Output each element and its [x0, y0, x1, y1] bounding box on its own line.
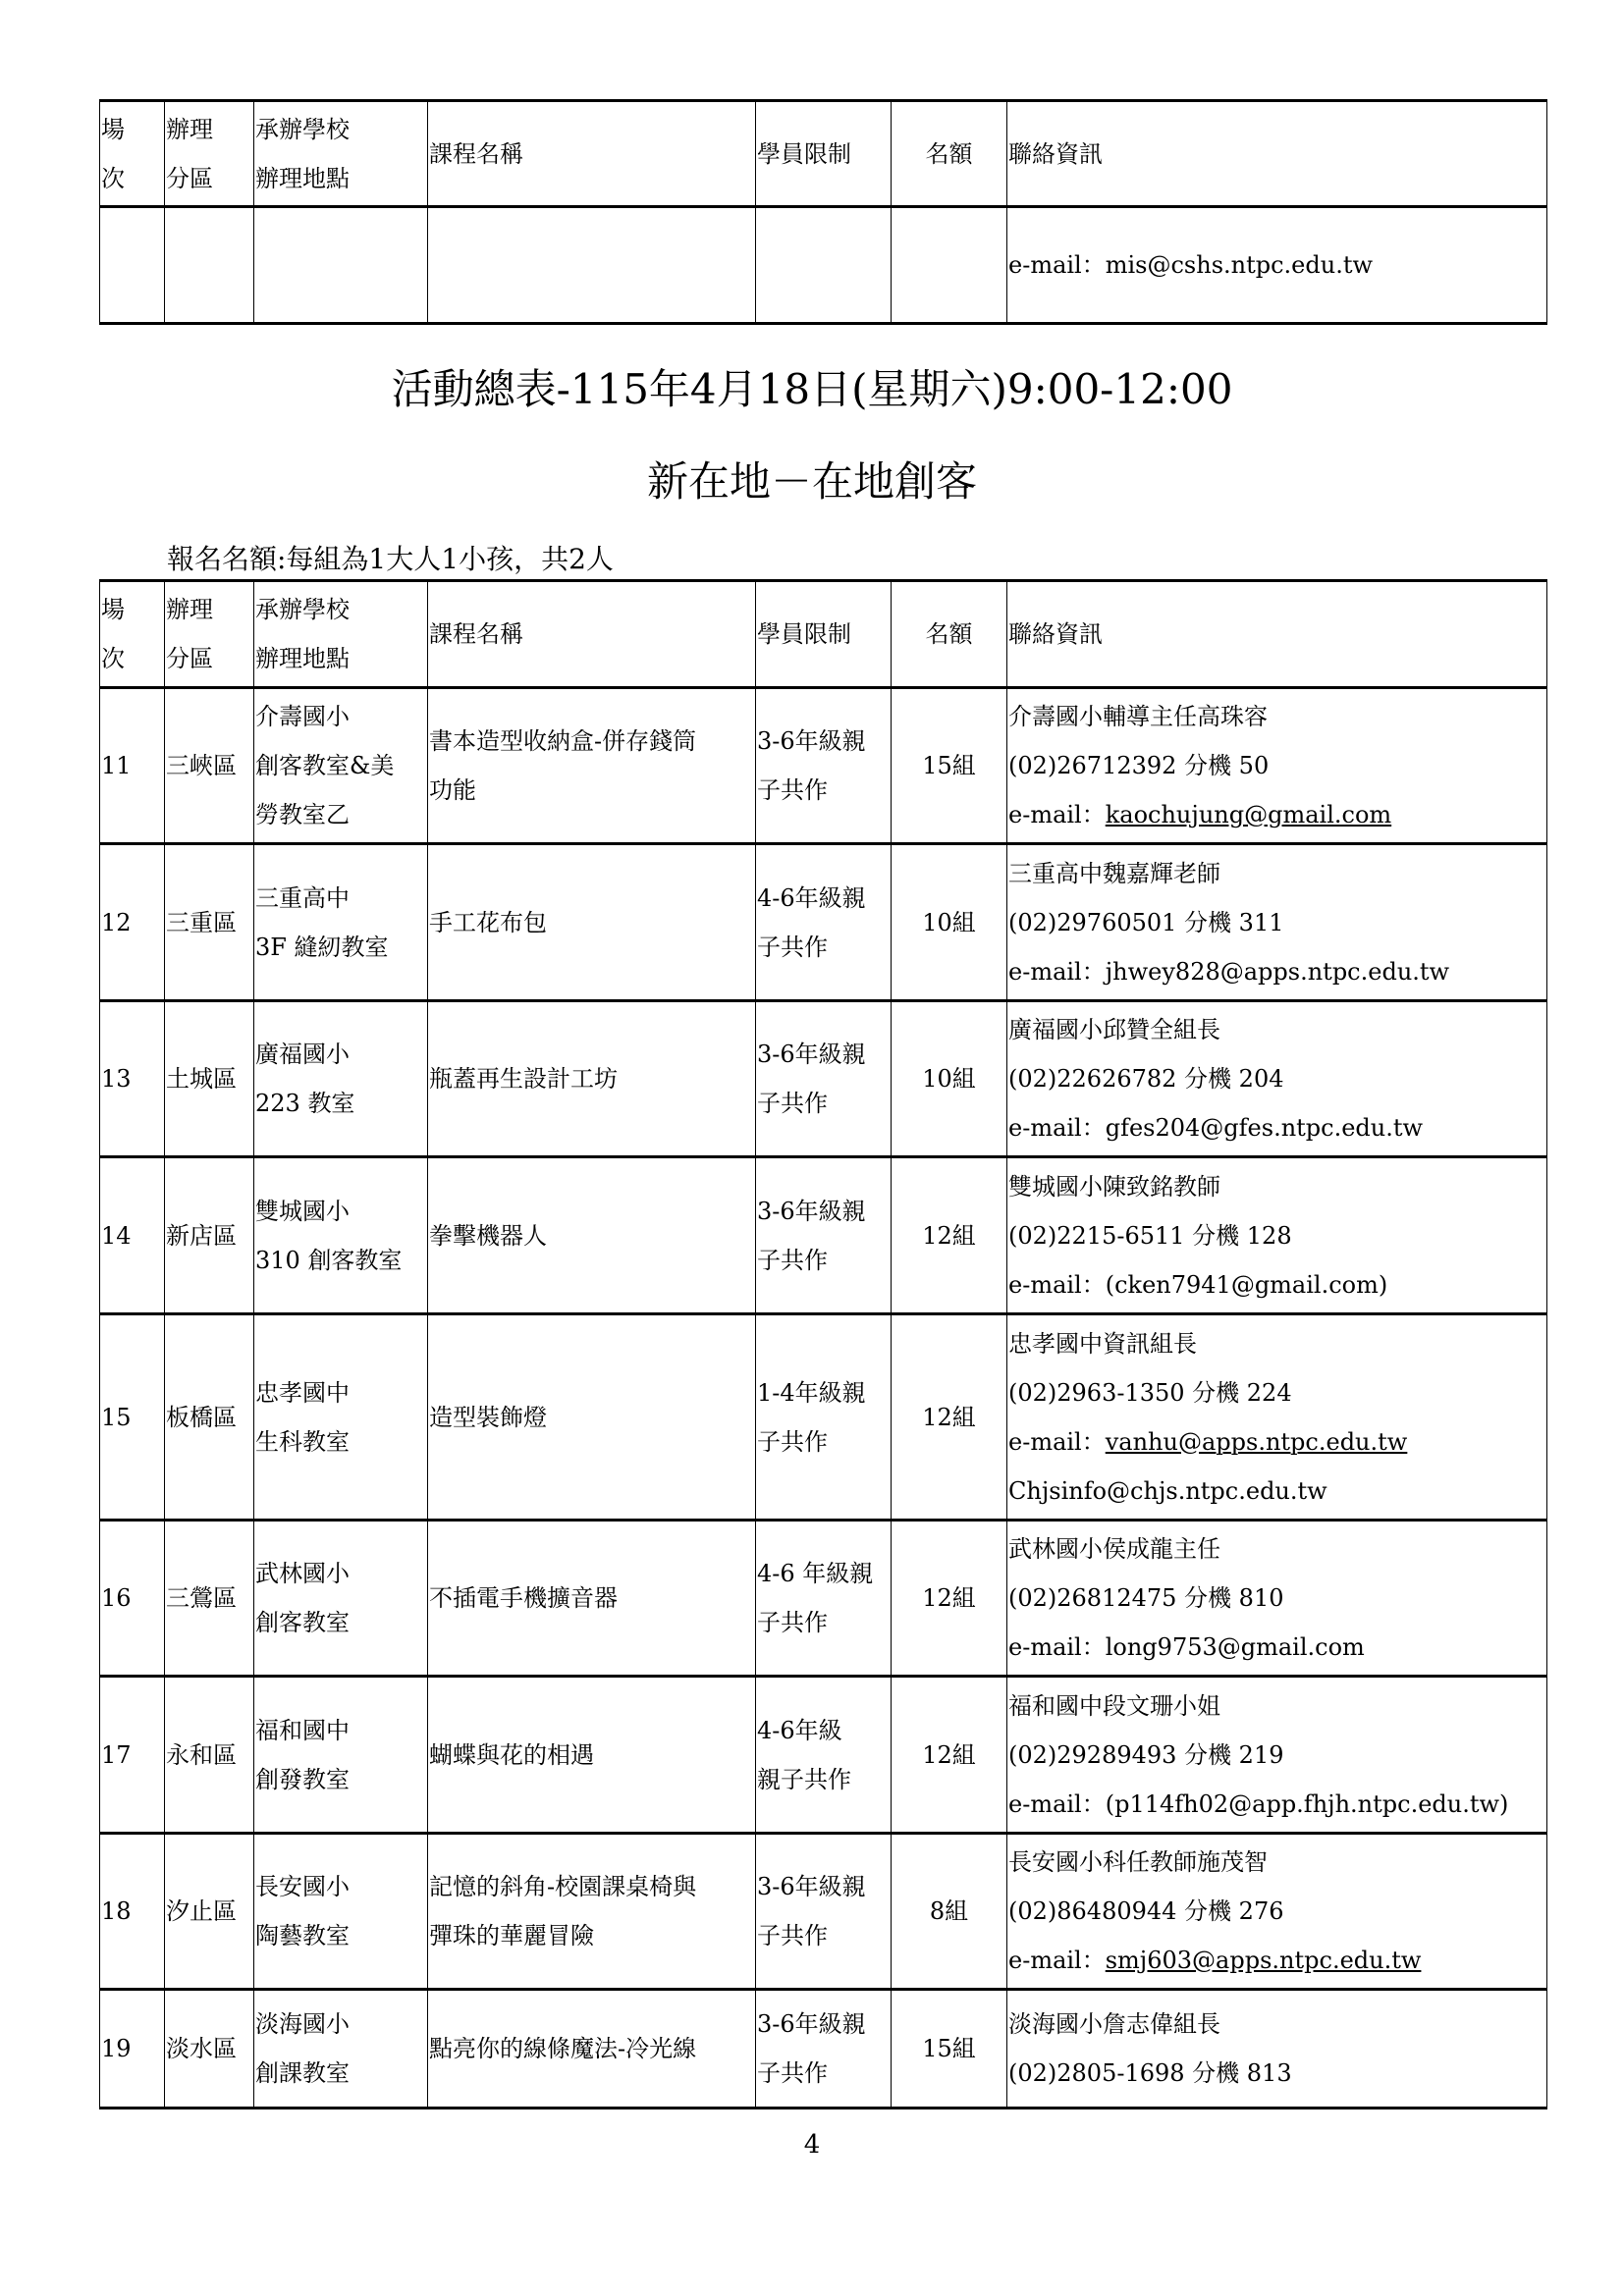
column-header-text: 承辦學校 — [255, 115, 350, 143]
quota-cell — [892, 207, 1007, 324]
cell-line: 子共作 — [757, 776, 828, 804]
cell-line: 廣福國小 — [255, 1041, 350, 1068]
column-header-text: 場 — [101, 115, 125, 143]
page-number: 4 — [803, 2130, 821, 2160]
school-cell — [254, 1314, 428, 1521]
cell-line: 14 — [101, 1221, 132, 1250]
activity-table — [99, 579, 1547, 2109]
school-cell — [254, 1157, 428, 1314]
school-cell — [254, 1001, 428, 1157]
cell-line: e-mail：(p114fh02@app.fhjh.ntpc.edu.tw) — [1008, 1789, 1509, 1818]
limit-cell — [756, 1157, 892, 1314]
district-cell — [165, 1677, 254, 1834]
previous-activity-table — [99, 99, 1547, 325]
cell-line: 10組 — [922, 908, 976, 936]
quota-cell — [892, 1521, 1007, 1677]
contact-cell — [1007, 207, 1547, 324]
cell-line: 創課教室 — [255, 2059, 350, 2087]
cell-line: 310 創客教室 — [255, 1246, 403, 1274]
cell-line: 16 — [101, 1584, 132, 1612]
column-header — [428, 101, 756, 207]
cell-line: 11 — [101, 752, 132, 779]
district-cell — [165, 1521, 254, 1677]
cell-line: 12組 — [922, 1584, 976, 1612]
column-header-text: 課程名稱 — [429, 620, 523, 648]
cell-line: 瓶蓋再生設計工坊 — [429, 1065, 618, 1093]
quota-cell — [892, 1990, 1007, 2109]
cell-line: 3-6年級親 — [757, 1041, 866, 1068]
cell-line: 19 — [101, 2035, 132, 2062]
column-header-text: 學員限制 — [757, 620, 851, 648]
cell-line: 子共作 — [757, 2059, 828, 2087]
cell-line: 12組 — [922, 1221, 976, 1250]
cell-line: 土城區 — [166, 1065, 237, 1093]
cell-line: 子共作 — [757, 1246, 828, 1274]
column-header-text: 辦理地點 — [255, 164, 350, 192]
session-cell — [100, 1677, 165, 1834]
contact-cell — [1007, 1990, 1547, 2109]
session-cell — [100, 1157, 165, 1314]
limit-cell — [756, 1677, 892, 1834]
school-cell — [254, 1834, 428, 1990]
column-header — [756, 101, 892, 207]
cell-line: 長安國小 — [255, 1873, 350, 1900]
cell-line: e-mail：mis@cshs.ntpc.edu.tw — [1008, 251, 1374, 279]
course-cell — [428, 1001, 756, 1157]
column-header-text: 辦理 — [166, 596, 213, 623]
cell-line: e-mail：smj603@apps.ntpc.edu.tw — [1008, 1947, 1422, 1974]
limit-cell — [756, 844, 892, 1001]
cell-line: 新店區 — [166, 1221, 237, 1250]
cell-line: 武林國小 — [255, 1560, 350, 1587]
cell-line: 223 教室 — [255, 1090, 355, 1117]
limit-cell — [756, 1834, 892, 1990]
cell-line: (02)86480944 分機 276 — [1008, 1897, 1284, 1925]
cell-line: 4-6 年級親 — [757, 1560, 874, 1587]
contact-cell — [1007, 1157, 1547, 1314]
quota-cell — [892, 1157, 1007, 1314]
cell-line: 不插電手機擴音器 — [429, 1584, 618, 1612]
cell-line: 彈珠的華麗冒險 — [429, 1922, 594, 1949]
cell-line: 創客教室&美 — [255, 752, 395, 779]
cell-line: 板橋區 — [166, 1403, 237, 1431]
table-row — [100, 1990, 1547, 2109]
contact-cell — [1007, 688, 1547, 844]
page-subtitle: 新在地－在地創客 — [646, 457, 977, 506]
cell-line: 忠孝國中資訊組長 — [1008, 1329, 1197, 1358]
cell-line: e-mail：kaochujung@gmail.com — [1008, 801, 1392, 828]
cell-line: 10組 — [922, 1065, 976, 1093]
cell-line: 拳擊機器人 — [429, 1221, 547, 1250]
cell-line: Chjsinfo@chjs.ntpc.edu.tw — [1008, 1476, 1327, 1505]
session-cell — [100, 688, 165, 844]
course-cell — [428, 207, 756, 324]
course-cell — [428, 688, 756, 844]
school-cell — [254, 1677, 428, 1834]
cell-line: 福和國中 — [255, 1716, 350, 1744]
cell-line: 17 — [101, 1740, 132, 1769]
column-header — [165, 101, 254, 207]
cell-line: 親子共作 — [757, 1765, 851, 1793]
email-link[interactable]: smj603@apps.ntpc.edu.tw — [1105, 1947, 1422, 1974]
school-cell — [254, 1521, 428, 1677]
table-row — [100, 207, 1547, 324]
limit-cell — [756, 1990, 892, 2109]
cell-line: 3F 縫紉教室 — [255, 933, 389, 961]
session-cell — [100, 844, 165, 1001]
cell-line: 3-6年級親 — [757, 1873, 866, 1900]
session-cell — [100, 1834, 165, 1990]
cell-line: 書本造型收納盒-併存錢筒 — [429, 727, 697, 755]
column-header-text: 分區 — [166, 645, 213, 672]
limit-cell — [756, 688, 892, 844]
cell-line: 13 — [101, 1065, 132, 1093]
cell-line: 陶藝教室 — [255, 1922, 350, 1949]
cell-line: 蝴蝶與花的相遇 — [429, 1740, 594, 1769]
course-cell — [428, 1834, 756, 1990]
column-header — [1007, 101, 1547, 207]
column-header-text: 分區 — [166, 164, 213, 192]
school-cell — [254, 207, 428, 324]
cell-line: 創發教室 — [255, 1765, 350, 1793]
cell-line: 8組 — [929, 1897, 969, 1925]
email-link[interactable]: kaochujung@gmail.com — [1105, 801, 1392, 828]
cell-line: 子共作 — [757, 1090, 828, 1117]
cell-line: 淡海國小 — [255, 2010, 350, 2038]
header-row — [100, 581, 1547, 688]
session-cell — [100, 207, 165, 324]
column-header-text: 名額 — [925, 620, 973, 648]
cell-line: 生科教室 — [255, 1427, 350, 1456]
cell-line: 15組 — [922, 2035, 976, 2062]
contact-cell — [1007, 1001, 1547, 1157]
column-header-text: 承辦學校 — [255, 596, 350, 623]
quota-cell — [892, 688, 1007, 844]
school-cell — [254, 844, 428, 1001]
cell-line: 介壽國小 — [255, 703, 350, 730]
email-link[interactable]: vanhu@apps.ntpc.edu.tw — [1105, 1427, 1408, 1456]
cell-line: 12組 — [922, 1403, 976, 1431]
cell-line: 子共作 — [757, 1922, 828, 1949]
district-cell — [165, 1157, 254, 1314]
cell-line: 4-6年級親 — [757, 883, 866, 912]
table-row — [100, 1521, 1547, 1677]
column-header-text: 次 — [101, 164, 125, 192]
cell-line: 廣福國小邱贊全組長 — [1008, 1016, 1220, 1043]
cell-line: e-mail：long9753@gmail.com — [1008, 1633, 1365, 1661]
cell-line: 18 — [101, 1897, 132, 1925]
cell-line: 淡海國小詹志偉組長 — [1008, 2010, 1220, 2038]
cell-line: (02)29289493 分機 219 — [1008, 1740, 1284, 1769]
cell-line: e-mail：jhwey828@apps.ntpc.edu.tw — [1008, 957, 1450, 986]
cell-line: 點亮你的線條魔法-冷光線 — [429, 2035, 697, 2062]
district-cell — [165, 1990, 254, 2109]
cell-line: 12 — [101, 908, 132, 936]
cell-line: 汐止區 — [166, 1897, 237, 1925]
cell-line: (02)2215-6511 分機 128 — [1008, 1221, 1292, 1250]
column-header-text: 場 — [101, 596, 125, 623]
column-header-text: 次 — [101, 645, 125, 672]
district-cell — [165, 844, 254, 1001]
cell-line: 3-6年級親 — [757, 1197, 866, 1225]
column-header-text: 聯絡資訊 — [1008, 139, 1103, 168]
cell-line: 介壽國小輔導主任高珠容 — [1008, 703, 1268, 730]
cell-line: 三峽區 — [166, 752, 237, 779]
district-cell — [165, 1314, 254, 1521]
table-row — [100, 688, 1547, 844]
column-header — [892, 101, 1007, 207]
school-cell — [254, 1990, 428, 2109]
column-header-text: 課程名稱 — [429, 139, 523, 168]
course-cell — [428, 1314, 756, 1521]
cell-line: (02)22626782 分機 204 — [1008, 1065, 1284, 1093]
column-header — [756, 581, 892, 688]
cell-line: e-mail：vanhu@apps.ntpc.edu.tw — [1008, 1427, 1408, 1456]
course-cell — [428, 1521, 756, 1677]
table-row — [100, 1001, 1547, 1157]
contact-cell — [1007, 844, 1547, 1001]
session-cell — [100, 1001, 165, 1157]
cell-line: 子共作 — [757, 1609, 828, 1636]
cell-line: 12組 — [922, 1740, 976, 1769]
cell-line: e-mail：(cken7941@gmail.com) — [1008, 1270, 1388, 1299]
limit-cell — [756, 1001, 892, 1157]
session-cell — [100, 1990, 165, 2109]
column-header — [1007, 581, 1547, 688]
column-header — [165, 581, 254, 688]
cell-line: 永和區 — [166, 1740, 237, 1769]
cell-line: (02)2963-1350 分機 224 — [1008, 1378, 1292, 1407]
table-row — [100, 1677, 1547, 1834]
cell-line: (02)26712392 分機 50 — [1008, 752, 1270, 779]
cell-line: 3-6年級親 — [757, 2010, 866, 2038]
contact-cell — [1007, 1677, 1547, 1834]
cell-line: 手工花布包 — [429, 908, 547, 936]
column-header-text: 聯絡資訊 — [1008, 620, 1103, 648]
cell-line: (02)2805-1698 分機 813 — [1008, 2059, 1292, 2087]
cell-line: e-mail：gfes204@gfes.ntpc.edu.tw — [1008, 1114, 1424, 1142]
contact-cell — [1007, 1521, 1547, 1677]
course-cell — [428, 1990, 756, 2109]
cell-line: 創客教室 — [255, 1609, 350, 1636]
course-cell — [428, 1677, 756, 1834]
cell-line: 三重高中魏嘉輝老師 — [1008, 859, 1220, 887]
limit-cell — [756, 1314, 892, 1521]
quota-cell — [892, 1314, 1007, 1521]
school-cell — [254, 688, 428, 844]
limit-cell — [756, 207, 892, 324]
page-title: 活動總表-115年4月18日(星期六)9:00-12:00 — [391, 365, 1233, 413]
cell-line: 三重區 — [166, 908, 237, 936]
cell-line: 15 — [101, 1403, 132, 1431]
cell-line: 淡水區 — [166, 2035, 237, 2062]
column-header — [428, 581, 756, 688]
cell-line: 三鶯區 — [166, 1584, 237, 1612]
table-row — [100, 844, 1547, 1001]
cell-line: 4-6年級 — [757, 1716, 842, 1744]
cell-line: 忠孝國中 — [255, 1378, 350, 1407]
quota-cell — [892, 1001, 1007, 1157]
course-cell — [428, 844, 756, 1001]
table-row — [100, 1314, 1547, 1521]
column-header-text: 名額 — [925, 139, 973, 168]
column-header — [100, 581, 165, 688]
cell-line: 雙城國小陳致銘教師 — [1008, 1172, 1220, 1201]
cell-line: 記憶的斜角-校園課桌椅與 — [429, 1873, 697, 1900]
cell-line: 雙城國小 — [255, 1197, 350, 1225]
cell-line: (02)26812475 分機 810 — [1008, 1584, 1284, 1612]
district-cell — [165, 688, 254, 844]
cell-line: 長安國小科任教師施茂智 — [1008, 1848, 1268, 1876]
quota-cell — [892, 1834, 1007, 1990]
cell-line: 15組 — [922, 752, 976, 779]
cell-line: 子共作 — [757, 933, 828, 961]
district-cell — [165, 1001, 254, 1157]
column-header — [254, 101, 428, 207]
district-cell — [165, 207, 254, 324]
district-cell — [165, 1834, 254, 1990]
quota-cell — [892, 1677, 1007, 1834]
limit-cell — [756, 1521, 892, 1677]
contact-cell — [1007, 1834, 1547, 1990]
course-cell — [428, 1157, 756, 1314]
column-header — [892, 581, 1007, 688]
cell-line: 1-4年級親 — [757, 1378, 866, 1407]
table-row — [100, 1157, 1547, 1314]
cell-line: 子共作 — [757, 1427, 828, 1456]
session-cell — [100, 1314, 165, 1521]
cell-line: 3-6年級親 — [757, 727, 866, 755]
column-header — [254, 581, 428, 688]
cell-line: 福和國中段文珊小姐 — [1008, 1691, 1220, 1720]
table-row — [100, 1834, 1547, 1990]
header-row — [100, 101, 1547, 207]
contact-cell — [1007, 1314, 1547, 1521]
column-header-text: 學員限制 — [757, 139, 851, 168]
column-header — [100, 101, 165, 207]
cell-line: 武林國小侯成龍主任 — [1008, 1535, 1220, 1563]
cell-line: 造型裝飾燈 — [429, 1403, 547, 1431]
session-cell — [100, 1521, 165, 1677]
cell-line: 功能 — [429, 776, 476, 804]
registration-note: 報名名額:每組為1大人1小孩，共2人 — [167, 543, 614, 575]
quota-cell — [892, 844, 1007, 1001]
column-header-text: 辦理 — [166, 115, 213, 143]
cell-line: 勞教室乙 — [255, 801, 350, 828]
cell-line: (02)29760501 分機 311 — [1008, 908, 1284, 936]
column-header-text: 辦理地點 — [255, 645, 350, 672]
cell-line: 三重高中 — [255, 883, 350, 912]
